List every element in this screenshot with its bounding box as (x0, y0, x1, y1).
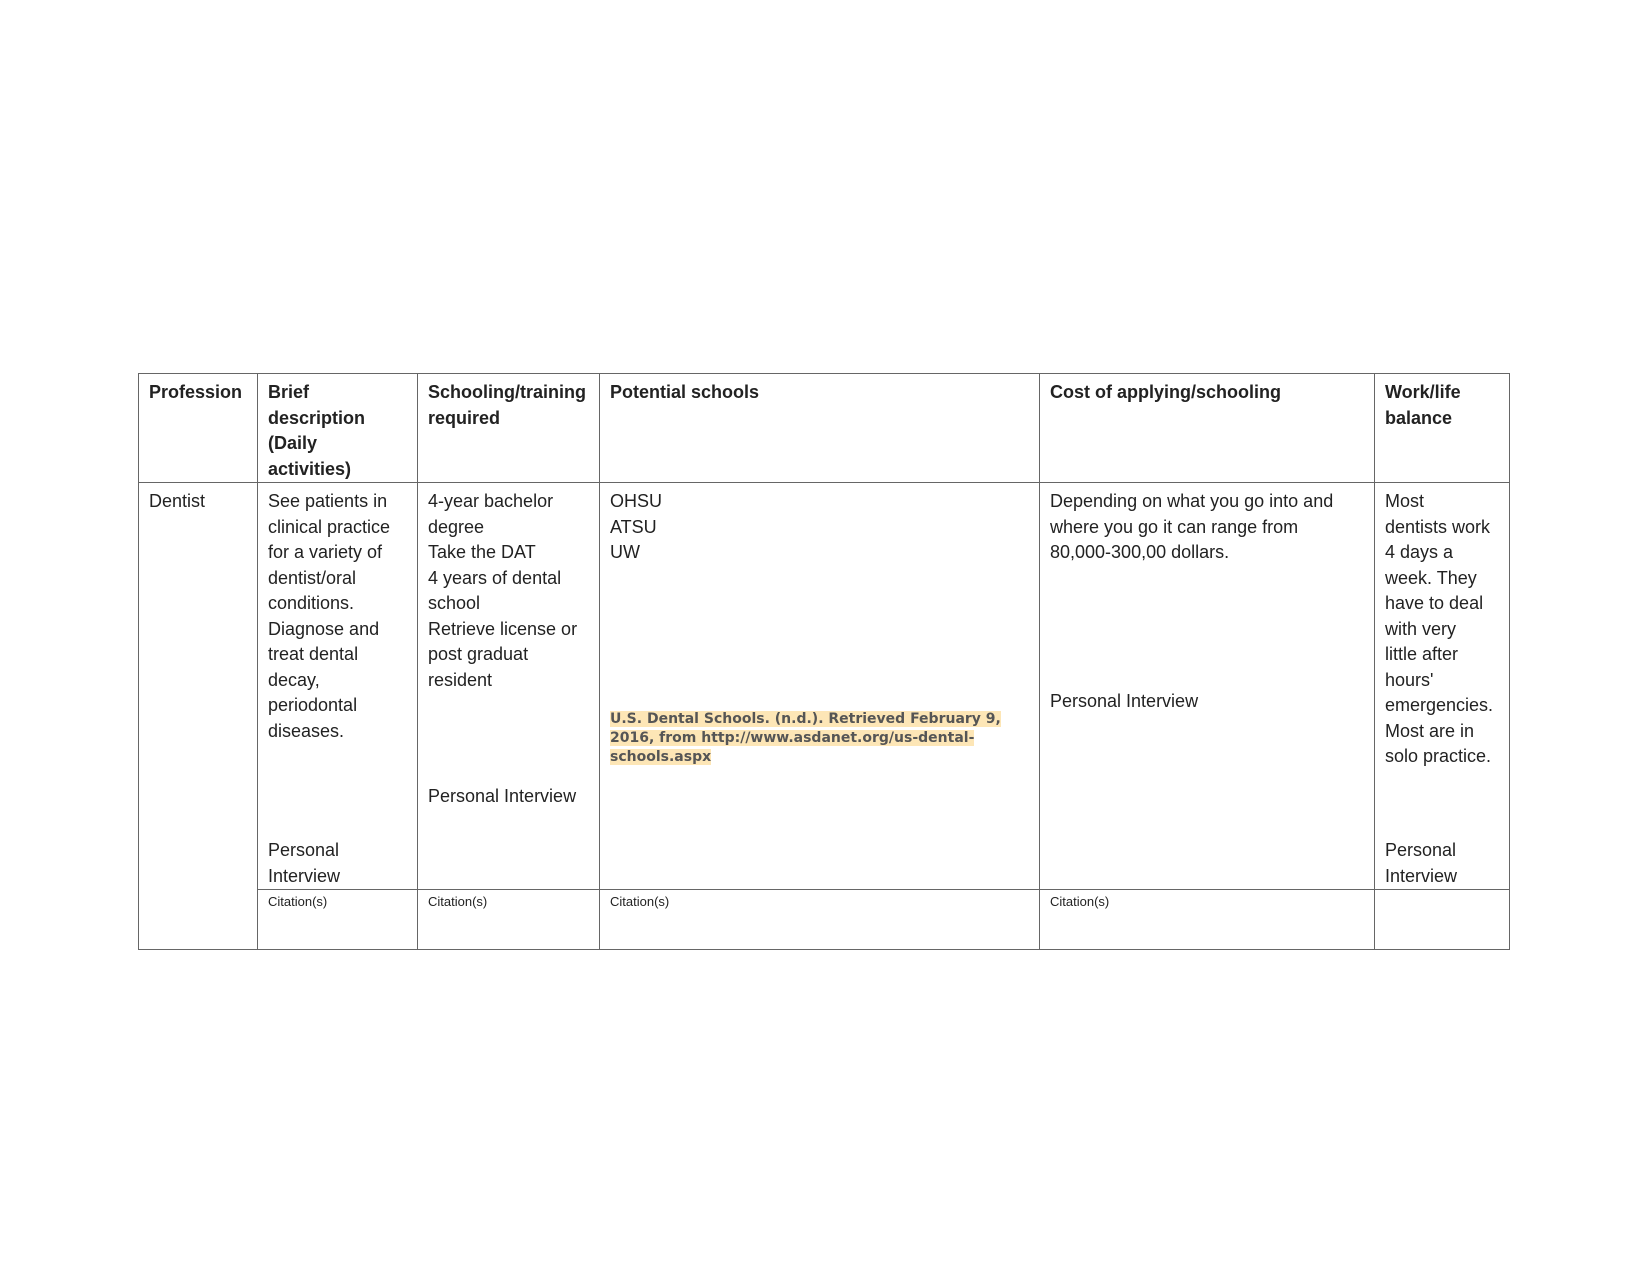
schooling-source: Personal Interview (428, 786, 577, 806)
header-cost: Cost of applying/schooling (1040, 374, 1375, 483)
schools-web-citation: U.S. Dental Schools. (n.d.). Retrieved February 9, 2016, from http://www.asdanet.org/us-dental- schools.aspx (610, 711, 1001, 765)
schools-list: OHSU ATSU UW (610, 491, 663, 562)
cost-text: Depending on what you go into and where you go it can range from 80,000-300,00 dollars. (1050, 491, 1334, 562)
schooling-text: 4-year bachelor degree Take the DAT 4 years of dental school Retrieve license or post graduat resident (428, 491, 578, 690)
citation-schooling: Citation(s) (418, 890, 600, 950)
citation-description: Citation(s) (258, 890, 418, 950)
citation-balance (1375, 890, 1510, 950)
cell-potential-schools (600, 483, 1040, 890)
cell-cost (1040, 483, 1375, 890)
header-brief-description: Brief description (Daily activities) (258, 374, 418, 483)
cell-description (258, 483, 418, 890)
cost-source: Personal Interview (1050, 691, 1199, 711)
cell-schooling (418, 483, 600, 890)
header-profession: Profession (139, 374, 258, 483)
profession-table (138, 373, 1510, 950)
description-text: See patients in clinical practice for a variety of dentist/oral conditions. Diagnose and treat dental decay, periodontal diseases. (268, 491, 391, 741)
citation-row (139, 890, 1510, 950)
header-potential-schools: Potential schools (600, 374, 1040, 483)
table-header-row (139, 374, 1510, 483)
cell-profession: Dentist (139, 483, 258, 950)
cell-work-life-balance (1375, 483, 1510, 890)
description-source: Personal Interview (268, 840, 341, 886)
header-schooling: Schooling/training required (418, 374, 600, 483)
citation-schools: Citation(s) (600, 890, 1040, 950)
header-work-life-balance: Work/life balance (1375, 374, 1510, 483)
table-row (139, 483, 1510, 890)
citation-cost: Citation(s) (1040, 890, 1375, 950)
balance-text: Most dentists work 4 days a week. They have to deal with very little after hours' emergencies. Most are in solo practice. (1385, 491, 1494, 766)
balance-source: Personal Interview (1385, 840, 1458, 886)
